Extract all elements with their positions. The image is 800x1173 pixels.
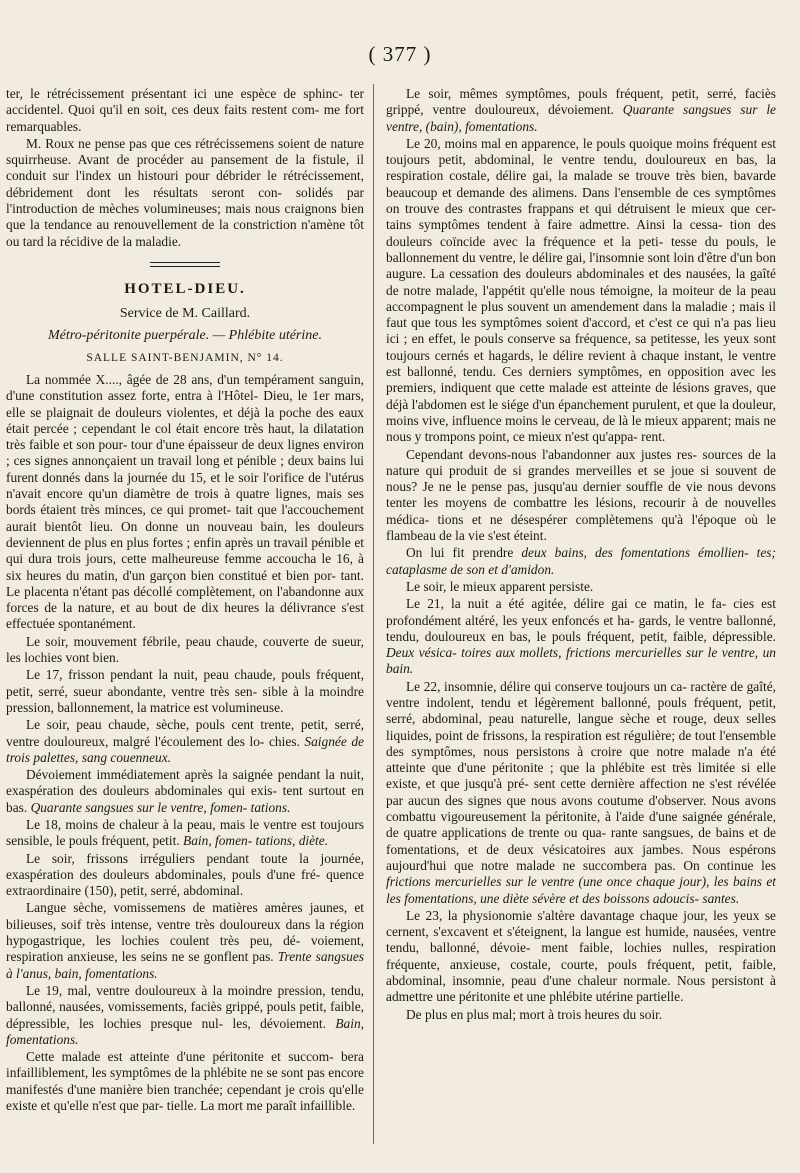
treatment-note: Quarante sangsues sur le ventre, fomen- tations. bbox=[30, 799, 291, 815]
paragraph bbox=[386, 86, 776, 135]
treatment-note: Bain, fomen- tations, diète. bbox=[183, 833, 329, 849]
paragraph bbox=[6, 817, 364, 850]
page-number: ( 377 ) bbox=[368, 42, 432, 66]
paragraph: M. Roux ne pense pas que ces rétrécissemens soient de nature squirrheuse. Avant de procéder au pansement de la fistule, il conduit sur l'index un histouri pour débrider le rétrécissement, débridement dont les résultats seront con- solidés par l'introduction de mèches volumineuses; mais nous craignons bien que la tendance au renouvellement de la constriction n'amène tôt ou tard la récidive de la maladie. bbox=[6, 135, 364, 249]
paragraph: Le soir, frissons irréguliers pendant toute la journée, exaspération des douleurs abdominales, pouls d'une fré- quence extraordinaire (150), petit, serré, abdominal. bbox=[6, 850, 364, 899]
paragraph bbox=[386, 679, 776, 907]
paragraph bbox=[6, 717, 364, 766]
paragraph-text: Le soir, mêmes symptômes, pouls fréquent, petit, serré, faciès grippé, ventre douloureux, dévoiement. bbox=[386, 86, 776, 118]
treatment-note: frictions mercurielles sur le ventre (une once chaque jour), les bains et les fomentations, une diète sévère et des boissons adoucis- santes. bbox=[386, 874, 776, 906]
paragraph: La nommée X...., âgée de 28 ans, d'un tempérament sanguin, d'une constitution assez forte, entra à l'Hôtel- Dieu, le 1er mars, elle se plaignait de douleurs violentes, et déjà la poche des eaux était percée ; cependant le col était encore très haut, la dilatation très faible et son pour- tour d'une épaisseur de deux lignes environ ; ces signes annonçaient un travail long et pénible ; deux bains lui furent donnés dans la journée du 15, et le soir l'orifice de l'utérus n'avait encore qu'un diamètre de trois à quatre lignes, mais ses bords étaient très minces, ce qui promet- tait que l'accouchement aurait bientôt lieu. On donne un nouveau bain, les douleurs deviennent de plus en plus fortes ; enfin après un travail pénible et qui dura trois jours, cette malheureuse femme accoucha le 16, à six heures du matin, d'un garçon bien constitué et bien por- tant. Le placenta n'étant pas décollé complètement, on l'abandonne aux forces de la nature, et au bout de dix heures la délivrance s'est effectuée spontanément. bbox=[6, 371, 364, 632]
paragraph: De plus en plus mal; mort à trois heures du soir. bbox=[406, 1006, 663, 1022]
paragraph-text: Le 19, mal, ventre douloureux à la moindre pression, tendu, ballonné, nausées, vomissements, faciès grippé, pouls petit, faible, dépressible, les lochies presque nul- les, dévoiement. bbox=[6, 982, 364, 1031]
paragraph-text: Le 21, la nuit a été agitée, délire gai ce matin, le fa- cies est profondément altéré, les yeux enfoncés et ha- gards, le ventre ballonné, tendu, douloureux en bas, le pouls fréquent, petit, faible, dépressible. bbox=[386, 596, 776, 644]
paragraph bbox=[6, 983, 364, 1048]
treatment-note: Bain, fomentations. bbox=[6, 1015, 364, 1047]
treatment-note: Deux vésica- toires aux mollets, frictions mercurielles sur le ventre, un bain. bbox=[386, 645, 776, 677]
paragraph-text: Le soir, peau chaude, sèche, pouls cent trente, petit, serré, ventre douloureux, malgré l'écoulement des lo- chies. bbox=[6, 717, 364, 749]
paragraph bbox=[386, 596, 776, 677]
paragraph-text: Le 18, moins de chaleur à la peau, mais le ventre est toujours sensible, le pouls fréquent, petit. bbox=[6, 816, 364, 849]
paragraph-text: Dévoiement immédiatement après la saignée pendant la nuit, exaspération des douleurs abdominales qui exis- tent surtout en bas. bbox=[6, 767, 364, 815]
paragraph: Le 20, moins mal en apparence, le pouls quoique moins fréquent est toujours petit, abdominal, le ventre tendu, douloureux en bas, la respiration costale, délire gai, la malade se trouve très bien, bavarde beaucoup et demande des alimens. Dans l'ensemble de ces symptômes on trouve des contrastes frappans et qui détruisent le mieux que cer- tains symptômes tendent à faire admettre. Ainsi la cessa- tion des douleurs coïncide avec la fréquence et la peti- tesse du pouls, le ballonnement du ventre, le délire gai, l'insomnie sont loin d'être d'un bon augure. La cessation des douleurs abdominales et des nausées, la gaîté de notre malade, l'appétit qu'elle nous témoigne, la moiteur de la peau accompagnent le plus souvent un amendement dans la maladie ; mais il faut que tous les symptômes soient d'accord, et c'est ce qui n'a pas lieu ici ; en effet, le pouls conserve sa fréquence, sa petitesse, les yeux sont toujours cernés et hagards, le délire revient à chaque instant, le ventre est ballonné, tendu. Ces derniers symptômes, en opposition avec les premiers, indiquent que cette malade est atteinte de lésions graves, que déjà l'abdomen est le siége d'un épanchement purulent, et que la douleur, moins vive, influence moins le cerveau, de là le mieux apparent; mais ne nous y trompons point, ce mieux n'est qu'appa- rent. bbox=[386, 135, 776, 445]
right-column bbox=[386, 86, 776, 1023]
paragraph-text: On lui fit prendre bbox=[406, 545, 514, 561]
paragraph: Le 23, la physionomie s'altère davantage chaque jour, les yeux se cernent, s'excavent et s'éteignent, la langue est humide, nausées, ventre tendu, ballonné, dévoie- ment faible, lochies nulles, respiration fréquente, anxieuse, costale, courte, pouls fréquent, petit, faible, abdominal, insomnie, peau d'une chaleur normale. Nous persistont à admettre une péritonite et une phlébite utérine partielle. bbox=[386, 907, 776, 1005]
column-divider bbox=[373, 84, 374, 1144]
left-column bbox=[6, 86, 364, 1114]
paragraph-text: Le 22, insomnie, délire qui conserve toujours un ca- ractère de gaîté, ventre indolent, tendu et légèrement ballonné, pouls fréquent, petit, serré, abdominal, peau naturelle, langue sèche et rouge, deux selles liquides, point de frissons, la respiration est régulière; de tout l'ensemble des symptômes, nous persistons à croire que notre malade n'a été atteinte que d'une péritonite ; que la phlébite est très limitée si elle existe, et que jusqu'à pré- sent cette dernière affection ne s'est révélée par aucun des signes que nous avons coutume d'observer. Nous avons combattu vigoureusement la péritonite, à l'aide d'une saignée générale, de quatre applications de trente ou qua- rante sangsues, de bains et de fomentations, et de deux vésicatoires aux jambes. Nous espérons aujourd'hui que notre malade ne succombera pas. On continue les bbox=[386, 678, 776, 873]
treatment-note: Trente sangsues à l'anus, bain, fomentations. bbox=[6, 949, 364, 981]
paragraph-text: Langue sèche, vomissemens de matières amères jaunes, et bilieuses, soif très intense, ventre très douloureux dans la région hypogastrique, les lochies coulent très peu, dé- voiement, respiration anxieuse, les seins ne se gonflent pas. bbox=[6, 900, 364, 965]
service-heading: Service de M. Caillard. bbox=[119, 305, 251, 321]
paragraph: Cependant devons-nous l'abandonner aux justes res- sources de la nature qui produit de si grandes merveilles et se joue si souvent de nous? Je ne le pense pas, jusqu'au dernier souffle de vie nous devons tenter les moyens de combattre les lésions, recourir à de nouvelles médica- tions et ne désespérer complètemens qu'à l'époque où le flambeau de la vie s'est éteint. bbox=[386, 446, 776, 544]
section-divider bbox=[150, 262, 220, 267]
ward-label: SALLE SAINT-BENJAMIN, N° 14. bbox=[86, 351, 284, 364]
treatment-note: Quarante sangsues sur le ventre, (bain), fomentations. bbox=[386, 102, 776, 134]
paragraph bbox=[386, 545, 776, 578]
paragraph: Le soir, mouvement fébrile, peau chaude, couverte de sueur, les lochies vont bien. bbox=[6, 633, 364, 666]
paragraph: Le soir, le mieux apparent persiste. bbox=[406, 578, 594, 594]
paragraph bbox=[6, 767, 364, 816]
section-heading: HOTEL-DIEU. bbox=[124, 280, 246, 297]
paragraph: Cette malade est atteinte d'une péritonite et succom- bera infailliblement, les symptômes de la phlébite ne se sont pas encore manifestés d'une manière bien tranchée; cependant je crois qu'elle existe et qu'elle n'est que par- tielle. La mort me paraît infaillible. bbox=[6, 1049, 364, 1114]
case-title: Métro-péritonite puerpérale. — Phlébite utérine. bbox=[48, 327, 322, 343]
paragraph bbox=[6, 900, 364, 981]
treatment-note: deux bains, des fomentations émollien- tes; cataplasme de son et d'amidon. bbox=[386, 545, 776, 577]
treatment-note: Saignée de trois palettes, sang couenneux. bbox=[6, 733, 365, 765]
paragraph: ter, le rétrécissement présentant ici une espèce de sphinc- ter accidentel. Quoi qu'il en soit, ces deux faits restent com- me fort remarquables. bbox=[6, 86, 364, 134]
paragraph: Le 17, frisson pendant la nuit, peau chaude, pouls fréquent, petit, serré, sueur abondante, ventre très sen- sible à la moindre pression, ballonnement, la matrice est volumineuse. bbox=[6, 667, 364, 715]
